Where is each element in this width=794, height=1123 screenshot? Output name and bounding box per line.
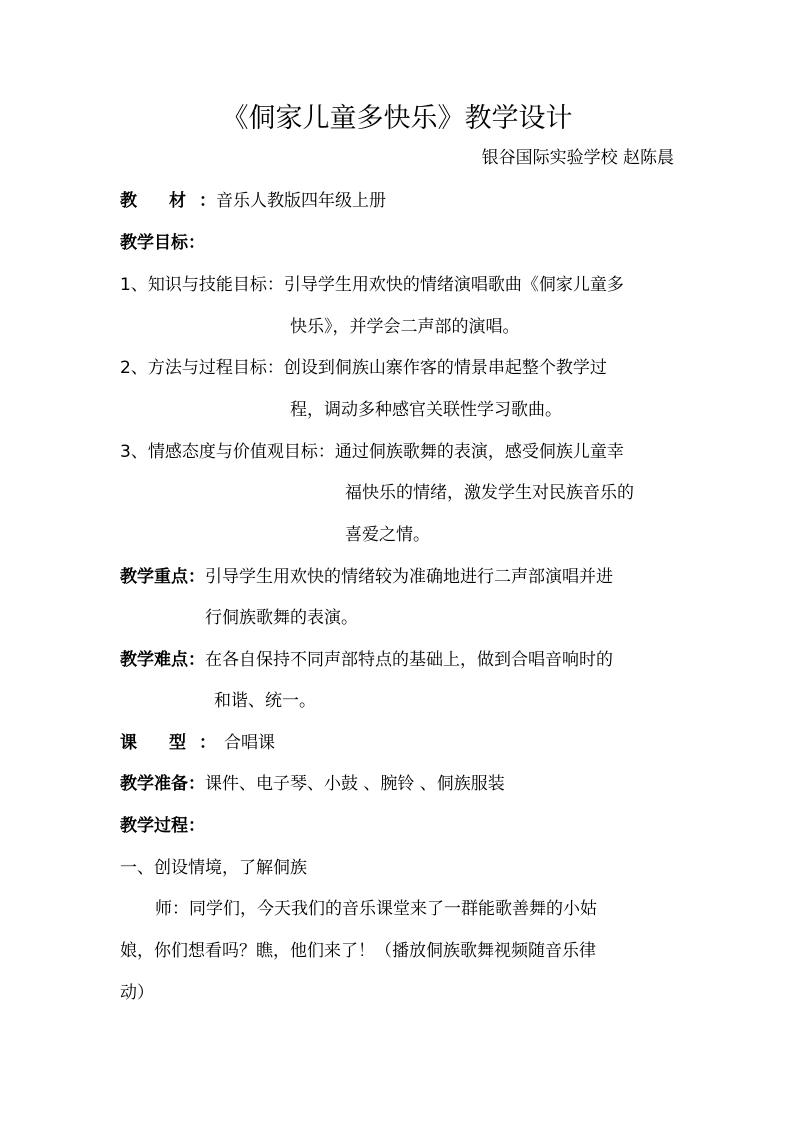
objective-2-label: 2、方法与过程目标： xyxy=(120,358,284,378)
objective-2-text-2: 程，调动多种感官关联性学习歌曲。 xyxy=(290,400,562,420)
textbook-line xyxy=(120,190,386,212)
objective-2-line-1 xyxy=(120,357,607,379)
difficulties-line-1 xyxy=(120,649,613,671)
objective-1-text-1: 引导学生用欢快的情绪演唱歌曲《侗家儿童多 xyxy=(283,275,624,295)
objective-1-text-2: 快乐》，并学会二声部的演唱。 xyxy=(290,317,520,337)
lesson-type-line xyxy=(120,732,275,754)
textbook-label: 教 材： xyxy=(120,191,216,211)
difficulties-label: 教学难点： xyxy=(120,650,205,670)
process-section-1-heading: 一、创设情境，了解侗族 xyxy=(120,858,307,878)
key-points-text-1: 引导学生用欢快的情绪较为准确地进行二声部演唱并进 xyxy=(205,567,613,587)
objective-1-label: 1、知识与技能目标： xyxy=(120,275,284,295)
preparation-line xyxy=(120,773,505,795)
process-paragraph-line-1: 师：同学们，今天我们的音乐课堂来了一群能歌善舞的小姑 xyxy=(155,899,597,919)
preparation-label: 教学准备： xyxy=(120,774,205,794)
objective-3-text-3: 喜爱之情。 xyxy=(345,525,430,545)
objective-3-text-2: 福快乐的情绪，激发学生对民族音乐的 xyxy=(345,483,634,503)
key-points-label: 教学重点： xyxy=(120,567,205,587)
preparation-value: 课件、电子琴、小鼓 、腕铃 、侗族服装 xyxy=(205,774,505,794)
objective-3-text-1: 通过侗族歌舞的表演，感受侗族儿童幸 xyxy=(334,442,624,462)
process-heading: 教学过程： xyxy=(120,816,205,836)
objective-1-line-1 xyxy=(120,274,624,296)
textbook-value: 音乐人教版四年级上册 xyxy=(216,191,386,211)
lesson-type-label: 课 型： xyxy=(120,733,216,753)
objectives-heading: 教学目标： xyxy=(120,233,205,253)
key-points-line-1 xyxy=(120,566,613,588)
difficulties-text-1: 在各自保持不同声部特点的基础上，做到合唱音响时的 xyxy=(205,650,613,670)
difficulties-text-2: 和谐、统一。 xyxy=(214,691,316,711)
author-byline: 银谷国际实验学校 赵陈晨 xyxy=(481,148,674,168)
key-points-text-2: 行侗族歌舞的表演。 xyxy=(205,608,358,628)
lesson-type-value: 合唱课 xyxy=(224,733,275,753)
objective-3-label: 3、情感态度与价值观目标： xyxy=(120,442,335,462)
objective-3-line-1 xyxy=(120,441,624,463)
process-paragraph-line-2: 娘，你们想看吗？瞧，他们来了！（播放侗族歌舞视频随音乐律 xyxy=(120,941,596,961)
document-title: 《侗家儿童多快乐》教学设计 xyxy=(221,103,573,134)
process-paragraph-line-3: 动） xyxy=(120,983,154,1003)
objective-2-text-1: 创设到侗族山寨作客的情景串起整个教学过 xyxy=(283,358,607,378)
